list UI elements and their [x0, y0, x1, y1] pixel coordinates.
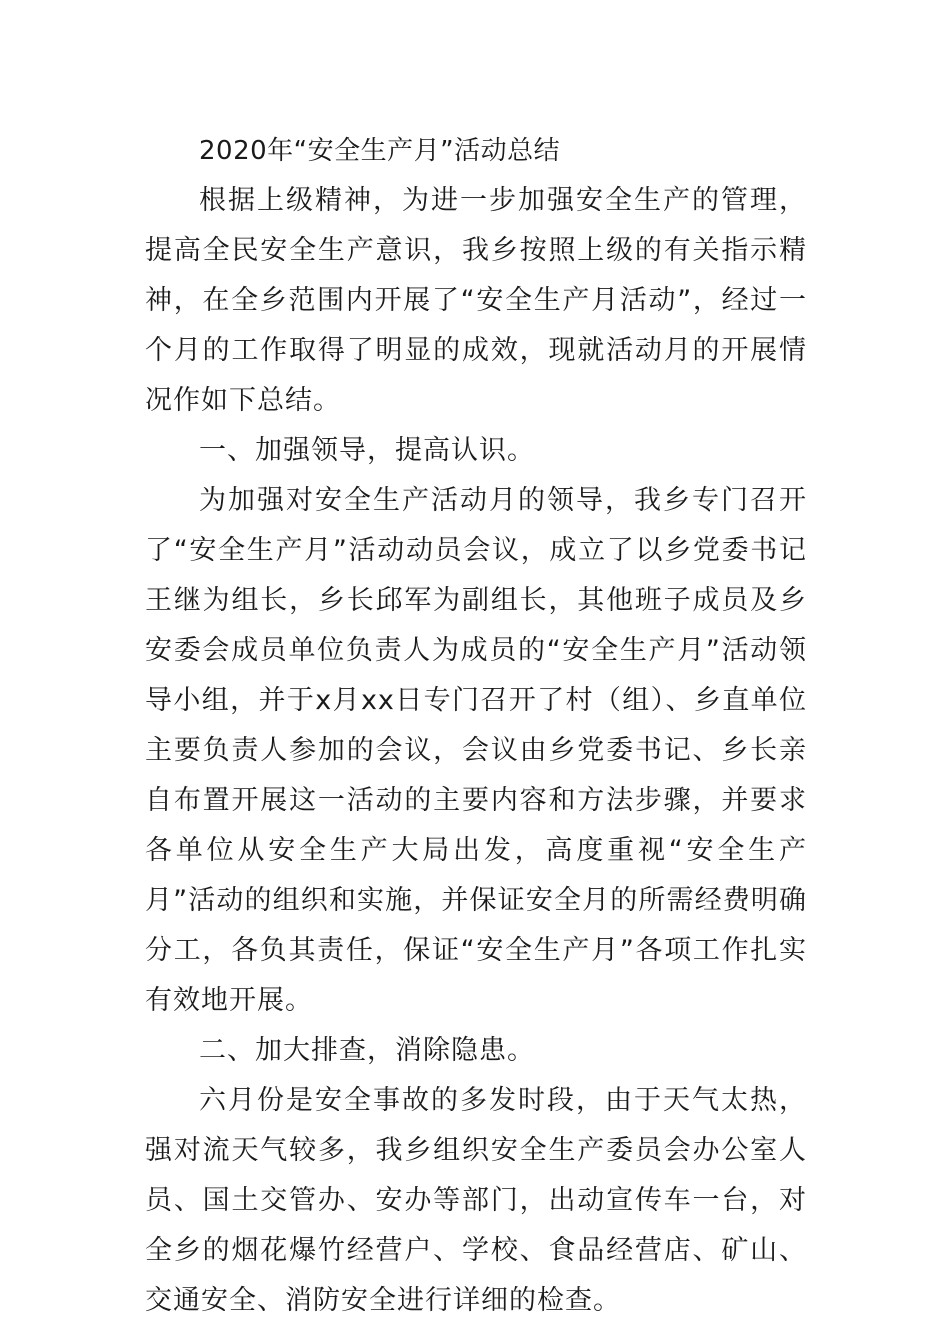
document-title: 2020年“安全生产月”活动总结	[199, 136, 561, 166]
document-body	[145, 126, 807, 1326]
paragraph-leadership: 为加强对安全生产活动月的领导，我乡专门召开了“安全生产月”活动动员会议，成立了以乡党委书记王继为组长，乡长邱军为副组长，其他班子成员及乡安委会成员单位负责人为成员的“安全生产月”活动领导小组，并于x月xx日专门召开了村（组）、乡直单位主要负责人参加的会议，会议由乡党委书记、乡长亲自布置开展这一活动的主要内容和方法步骤，并要求各单位从安全生产大局出发，高度重视“安全生产月”活动的组织和实施，并保证安全月的所需经费明确分工，各负其责任，保证“安全生产月”各项工作扎实有效地开展。	[145, 485, 807, 1016]
section-heading-1: 一、加强领导，提高认识。	[199, 435, 535, 466]
paragraph-intro: 根据上级精神，为进一步加强安全生产的管理，提高全民安全生产意识，我乡按照上级的有关指示精神，在全乡范围内开展了“安全生产月活动”，经过一个月的工作取得了明显的成效，现就活动月的开展情况作如下总结。	[145, 185, 807, 416]
section-heading-2: 二、加大排查，消除隐患。	[199, 1035, 535, 1066]
paragraph-inspection: 六月份是安全事故的多发时段，由于天气太热，强对流天气较多，我乡组织安全生产委员会办公室人员、国土交管办、安办等部门，出动宣传车一台，对全乡的烟花爆竹经营户、学校、食品经营店、矿山、交通安全、消防安全进行详细的检查。	[145, 1085, 807, 1316]
